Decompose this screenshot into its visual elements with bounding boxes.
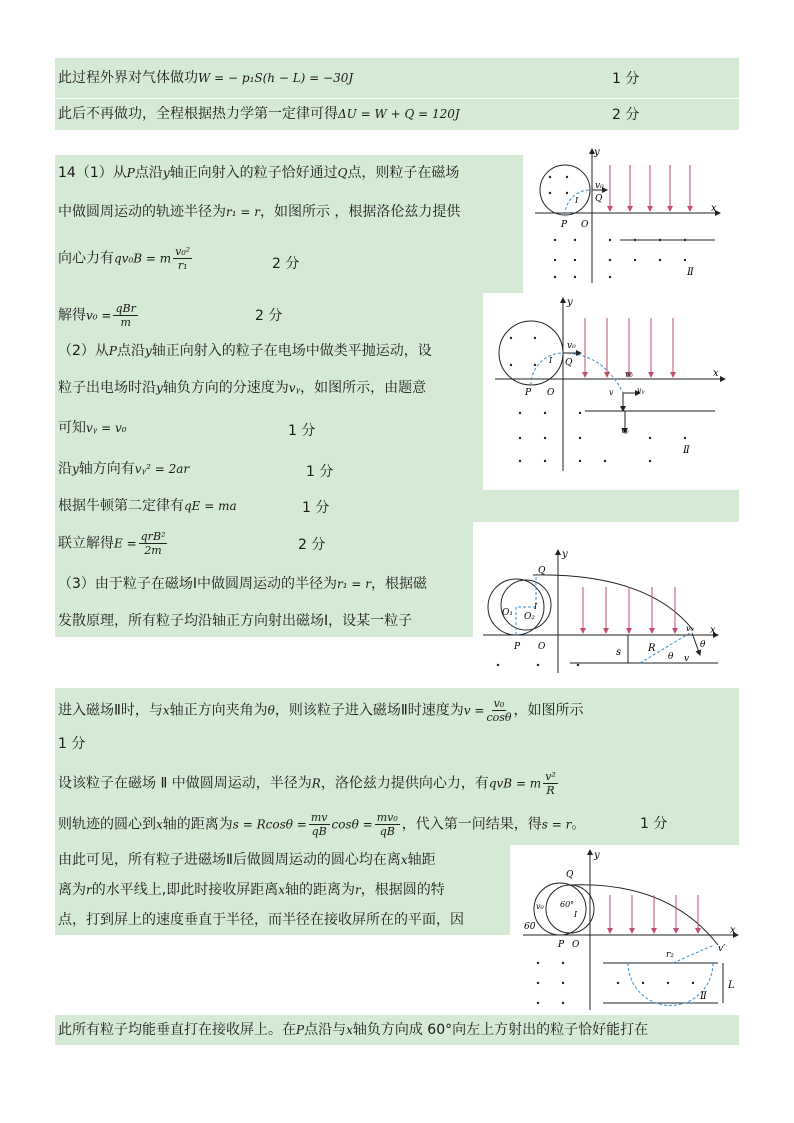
t: 点，则粒子在磁场 [347,165,460,181]
score: 1 分 [306,464,334,480]
x-label: x [710,625,716,636]
t: 此所有粒子均能垂直打在接收屏上。在 [58,1022,296,1038]
t: x [162,703,170,718]
q14-p3-line-1 [58,574,427,594]
q14-p3-score-line [58,734,85,754]
num: mv₀ [376,811,398,824]
score: 1 分 [58,736,86,752]
num: v₀ [493,697,505,710]
t: v = [463,703,485,718]
t: 可知 [58,420,86,436]
row1-score: 1 分 [612,71,640,87]
t: 点沿与 [304,1022,347,1038]
fraction [543,770,558,797]
t: P [108,344,117,358]
t: ，洛伦兹力提供向心力，有 [320,775,489,792]
y-label: y [594,147,600,158]
v0-label: v₀ [567,341,576,351]
I-label: I [534,602,538,611]
field-circle-1 [540,165,590,215]
t: ，如图所示 ，根据洛伦兹力提供 [259,204,461,220]
R-label: R [648,643,656,654]
I-label: I [574,910,578,919]
q14-p3-line-2 [58,611,412,631]
Q-label: Q [566,870,574,880]
t: 轴负方向成 60°向左上方射出的粒子恰好能打在 [352,1022,649,1038]
fraction [375,811,400,838]
t: vᵧ [288,381,301,395]
q14-line-1 [58,163,459,183]
theta2-label: θ [700,640,706,650]
t: 联立解得 [58,535,114,552]
q14-p2-line-3 [58,418,127,438]
q14-line-3 [58,245,194,272]
t: 轴的距离为 [162,816,233,833]
P-label: P [558,940,565,950]
t: 解得 [58,307,86,324]
q14-p4-line-1 [58,850,436,870]
t: 点沿 [117,343,145,359]
II-label: Ⅱ [700,991,707,1002]
q14-p4-line-4 [58,1020,648,1040]
x-label: x [713,368,719,379]
t: P [296,1023,305,1037]
t: ，代入第一问结果，得 [401,816,542,833]
q14-p4-line-2 [58,880,445,900]
figure-1-diagram [525,145,725,285]
row1-formula: W = − p₁S(h − L) = −30J [198,71,354,85]
t: 轴负方向的分速度为 [162,380,289,396]
row2-score: 2 分 [612,107,640,123]
t: 向心力有 [58,250,114,267]
t: y [72,462,79,476]
q14-p2-line-5 [58,496,237,516]
row1-label: 此过程外界对气体做功 [58,70,198,86]
t: s = r [541,817,572,832]
score: 1 分 [640,816,668,832]
q14-p2-line-6 [58,530,169,557]
num: qBr [115,302,136,315]
O-label: O [581,220,589,230]
vy-label: vᵧ [637,386,645,395]
I-label: I [575,196,579,205]
t: y [156,381,163,395]
O-label: O [538,642,546,652]
score: 1 分 [302,500,330,516]
x-label: x [711,203,717,214]
v-label: v [684,654,690,664]
num: mv [310,811,328,824]
t: ，如图所示，由题意 [300,380,427,396]
t: Q [337,166,348,180]
figure-3-diagram [478,545,723,675]
t: x [400,853,408,867]
q14-p3-line-4 [58,770,560,797]
t: θ [267,703,275,718]
score: 2 分 [298,537,326,553]
x-label: x [730,925,736,936]
t: 根据牛顿第二定律有 [58,498,184,514]
v0b-label: v₀ [625,370,633,379]
fraction [139,530,168,557]
O1-label: O₁ [502,608,513,618]
Q-label: Q [565,358,573,368]
t: qE = ma [184,499,237,513]
num: v² [545,770,556,783]
den: m [120,316,131,329]
num: v₀² [175,245,191,258]
t: R [311,776,321,791]
figure-4-diagram [518,845,743,1013]
fraction [486,697,511,724]
t: 粒子出电场时沿 [58,380,156,396]
den: R [546,784,555,797]
row1-text [58,68,353,88]
row2-text [58,104,460,124]
t: 沿 [58,461,72,477]
t: （3）由于粒子在磁场Ⅰ中做圆周运动的半径为 [58,576,338,592]
t: qvB = m [488,776,542,791]
num: qrB² [140,530,166,543]
den: qB [311,825,327,838]
q14-p2-line-2 [58,378,426,398]
t: 发散原理，所有粒子均沿轴正方向射出磁场Ⅰ，设某一粒子 [58,613,413,629]
q14-line-4 [58,302,140,329]
t: x [346,1023,353,1037]
t: r [354,883,361,897]
t: cosθ = [331,817,373,832]
den: qB [379,825,395,838]
t: 点，打到屏上的速度垂直于半径，而半径在接收屏所在的平面，因 [58,912,464,928]
t: P [126,166,135,180]
score: 1 分 [288,423,316,439]
t: qv₀B = m [114,251,172,266]
t: x [156,817,163,832]
y-label: y [567,297,573,308]
v0-label: v₀ [686,624,694,633]
dots-II [554,239,686,278]
r2-label: r₂ [666,950,674,960]
score: 2 分 [272,256,300,272]
q14-p3-line-3 [58,697,584,724]
dots [549,176,568,194]
t: vᵧ = v₀ [86,421,127,435]
q14-p2-line-1 [58,341,432,361]
t: 轴方向有 [78,461,135,477]
q14-line-2 [58,202,460,222]
t: vᵧ² = 2ar [134,462,190,476]
angle-label: 60° [560,900,575,909]
y-label: y [594,850,600,861]
vy2-label: vᵧ [621,426,629,435]
den: 2m [144,544,162,557]
t: （2）从 [58,343,109,359]
row2-label: 此后不再做功，全程根据热力学第一定律可得 [58,106,338,122]
score: 2 分 [255,308,283,324]
t: y [162,166,170,180]
t: r [86,883,92,897]
t: E = [114,536,137,551]
fraction [173,245,192,272]
t: ，根据圆的特 [360,882,445,898]
t: 轴正方向夹角为 [169,702,268,719]
t: 14（1）从 [58,165,127,181]
angle2-label: 60 [524,922,536,932]
O2-label: O₂ [524,612,535,622]
t: 由此可见，所有粒子进磁场Ⅱ后做圆周运动的圆心均在离 [58,852,401,868]
P-label: P [514,642,521,652]
O-label: O [572,940,580,950]
vprime-label: v′ [718,944,726,954]
O-label: O [547,388,555,398]
t: 设该粒子在磁场 Ⅱ 中做圆周运动，半径为 [58,775,312,792]
t: v₀ = [86,308,112,323]
t: y [145,344,152,358]
t: 则轨迹的圆心到 [58,816,156,833]
P-label: P [525,388,532,398]
den: cosθ [486,711,512,724]
II-label: Ⅱ [687,267,694,278]
q14-p3-line-5 [58,811,585,838]
t: 轴正向射入的粒子恰好通过 [169,165,338,181]
t: s = Rcosθ = [232,817,307,832]
t: 中做圆周运动的轨迹半径为 [58,204,226,220]
figure-2-diagram [485,293,735,488]
t: ，如图所示 [513,702,584,719]
v0-label: v₀ [536,902,544,911]
t: 离为 [58,882,86,898]
Q-label: Q [595,194,603,204]
t: 轴正向射入的粒子在电场中做类平抛运动，设 [151,343,432,359]
t: ，则该粒子进入磁场Ⅱ时速度为 [274,702,464,719]
t: r₁ = r [226,205,260,219]
fraction [309,811,330,838]
t: 的水平线上,即此时接收屏距离 [91,882,279,898]
y-label: y [562,549,568,560]
t: 进入磁场Ⅱ时，与 [58,702,163,719]
v-label: v [609,388,614,397]
P-label: P [561,220,568,230]
e-field-lines [610,165,690,211]
den: r₁ [177,259,188,272]
I-label: I [549,356,553,365]
v0-label: v₀ [595,181,604,191]
s-label: s [616,647,622,658]
q14-p4-line-3 [58,910,464,930]
theta-label: θ [668,652,674,662]
row2-formula: ΔU = W + Q = 120J [338,107,460,121]
II-label: Ⅱ [683,445,690,456]
q14-p2-line-4 [58,459,189,479]
t: 。 [571,816,586,833]
t: ，根据磁 [371,576,428,592]
fraction [113,302,137,329]
t: 点沿 [134,165,163,181]
t: r₁ = r [337,577,372,591]
t: 轴距 [407,852,436,868]
t: x [278,883,285,897]
t: 轴的距离为 [284,882,355,898]
Q-label: Q [538,566,546,576]
L-label: L [728,980,735,991]
